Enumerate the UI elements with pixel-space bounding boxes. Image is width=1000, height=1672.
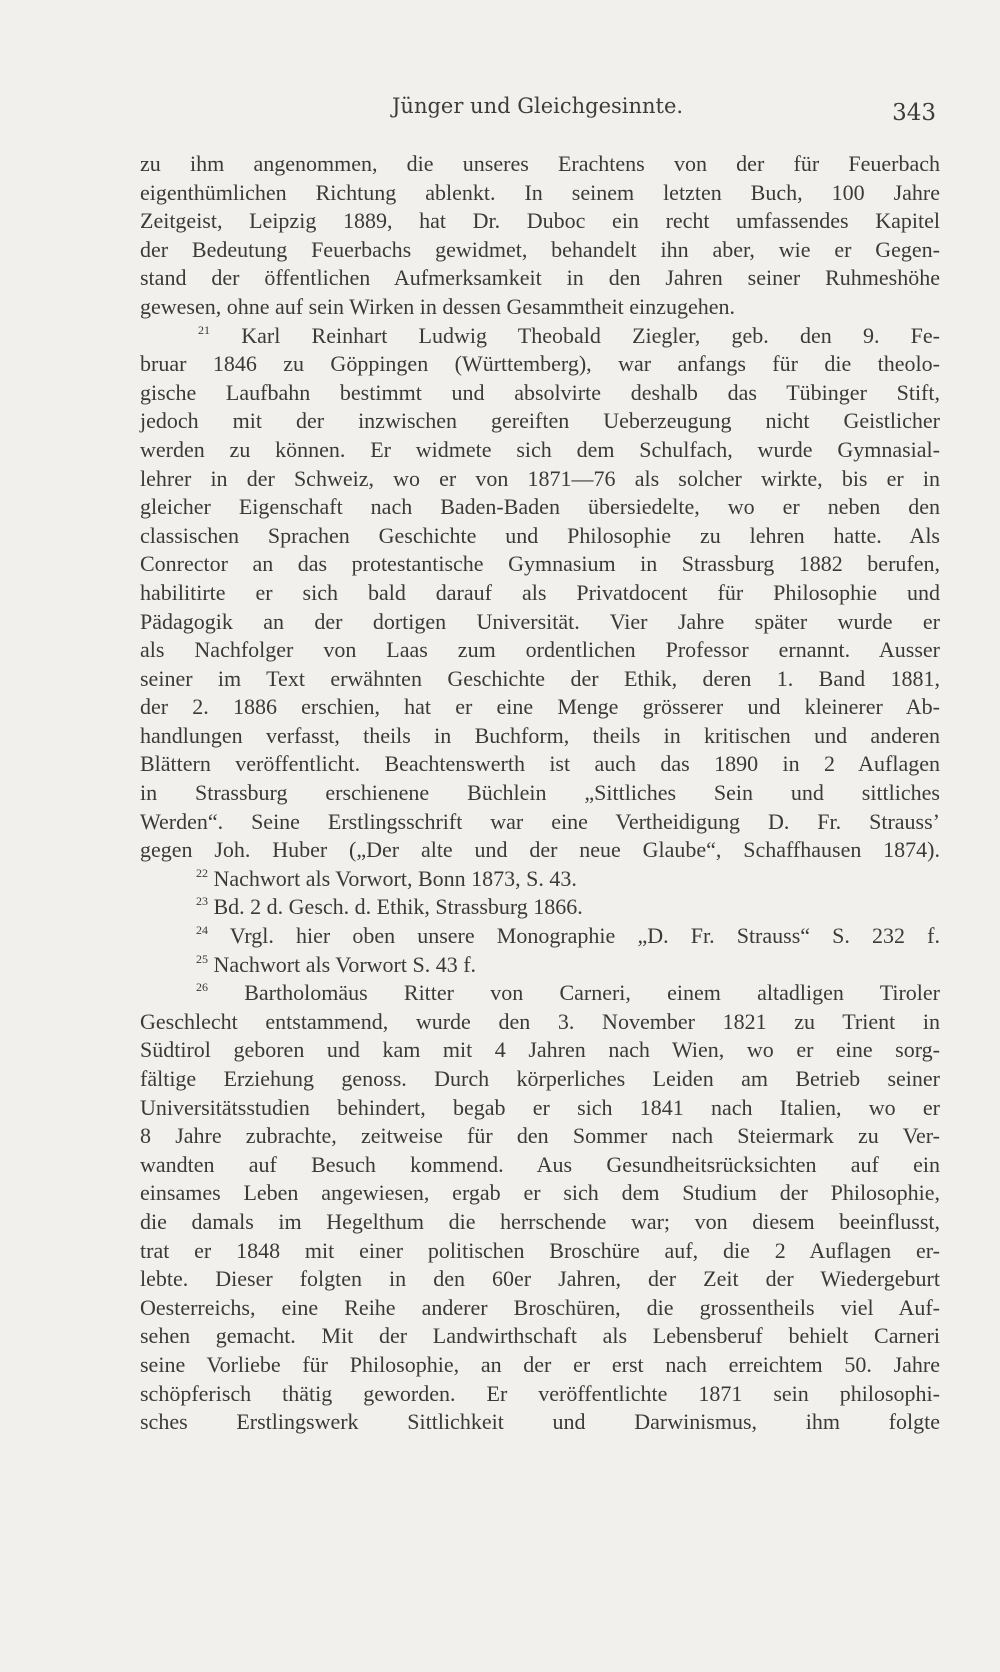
- text-line: [140, 1151, 940, 1180]
- text-line: [140, 1351, 940, 1380]
- line-text: Pädagogik an der dortigen Universität. Vier Jahre später wurde er: [140, 608, 940, 634]
- text-line: [140, 722, 940, 751]
- text-line: [140, 236, 940, 265]
- text-line: [140, 608, 940, 637]
- line-text: sches Erstlingswerk Sittlichkeit und Darwinismus, ihm folgte: [140, 1409, 940, 1435]
- text-line: [140, 264, 940, 293]
- text-line: [140, 150, 940, 179]
- line-text: Südtirol geboren und kam mit 4 Jahren nach Wien, wo er eine sorg-: [140, 1037, 940, 1063]
- line-text: Werden“. Seine Erstlingsschrift war eine Vertheidigung D. Fr. Strauss’: [140, 808, 940, 834]
- footnote-marker: 26: [196, 980, 208, 995]
- footnote-marker: 25: [196, 951, 208, 966]
- line-text: der Bedeutung Feuerbachs gewidmet, behandelt ihn aber, wie er Gegen-: [140, 236, 940, 262]
- text-line: [140, 1036, 940, 1065]
- footnotes-body: [140, 150, 940, 1437]
- line-text: Universitätsstudien behindert, begab er sich 1841 nach Italien, wo er: [140, 1094, 940, 1120]
- line-text: jedoch mit der inzwischen gereiften Ueberzeugung nicht Geistlicher: [140, 408, 940, 434]
- text-line: [140, 1179, 940, 1208]
- footnote-marker: 22: [196, 865, 208, 880]
- line-text: fältige Erziehung genoss. Durch körperliches Leiden am Betrieb seiner: [140, 1066, 940, 1091]
- text-line: [140, 808, 940, 837]
- footnote-line: [140, 893, 940, 922]
- line-text: gegen Joh. Huber („Der alte und der neue Glaube“, Schaffhausen 1874).: [140, 837, 940, 863]
- text-line: [140, 522, 940, 551]
- line-text: die damals im Hegelthum die herrschende war; von diesem beeinflusst,: [140, 1208, 940, 1234]
- text-line: [140, 1008, 940, 1037]
- footnote-line: [140, 922, 940, 951]
- text-line: [140, 493, 940, 522]
- text-line: [140, 665, 940, 694]
- text-line: [140, 436, 940, 465]
- line-text: 8 Jahre zubrachte, zeitweise für den Sommer nach Steiermark zu Ver-: [140, 1123, 940, 1149]
- text-line: [140, 293, 940, 322]
- line-text: gewesen, ohne auf sein Wirken in dessen Gesammtheit einzugehen.: [140, 293, 735, 319]
- text-line: [140, 836, 940, 865]
- footnote-line: [140, 979, 940, 1008]
- line-text: Bd. 2 d. Gesch. d. Ethik, Strassburg 1866.: [213, 894, 583, 920]
- line-text: sehen gemacht. Mit der Landwirthschaft als Lebensberuf behielt Carneri: [140, 1323, 940, 1349]
- text-line: [140, 779, 940, 808]
- line-text: Blättern veröffentlicht. Beachtenswerth ist auch das 1890 in 2 Auflagen: [140, 751, 940, 777]
- text-line: [140, 1265, 940, 1294]
- line-text: Bartholomäus Ritter von Carneri, einem altadligen Tiroler: [244, 980, 941, 1006]
- line-text: in Strassburg erschienene Büchlein „Sittliches Sein und sittliches: [140, 780, 940, 806]
- footnote-line: [140, 322, 940, 351]
- line-text: Conrector an das protestantische Gymnasium in Strassburg 1882 berufen,: [140, 551, 940, 577]
- line-text: Karl Reinhart Ludwig Theobald Ziegler, geb. den 9. Fe-: [241, 322, 940, 348]
- line-text: lehrer in der Schweiz, wo er von 1871—76 als solcher wirkte, bis er in: [140, 465, 940, 491]
- line-text: trat er 1848 mit einer politischen Broschüre auf, die 2 Auflagen er-: [140, 1237, 940, 1263]
- text-line: [140, 1322, 940, 1351]
- footnote-line: [140, 951, 940, 980]
- line-text: als Nachfolger von Laas zum ordentlichen Professor ernannt. Ausser: [140, 637, 940, 663]
- text-line: [140, 1122, 940, 1151]
- line-text: gleicher Eigenschaft nach Baden-Baden übersiedelte, wo er neben den: [140, 494, 940, 520]
- text-line: [140, 1208, 940, 1237]
- line-text: seiner im Text erwähnten Geschichte der Ethik, deren 1. Band 1881,: [140, 665, 940, 691]
- line-text: eigenthümlichen Richtung ablenkt. In seinem letzten Buch, 100 Jahre: [140, 179, 940, 205]
- footnote-line: [140, 865, 940, 894]
- line-text: einsames Leben angewiesen, ergab er sich dem Studium der Philosophie,: [140, 1180, 940, 1206]
- text-line: [140, 550, 940, 579]
- line-text: Vrgl. hier oben unsere Monographie „D. Fr. Strauss“ S. 232 f.: [229, 923, 940, 949]
- line-text: wandten auf Besuch kommend. Aus Gesundheitsrücksichten auf ein: [140, 1151, 940, 1177]
- line-text: Geschlecht entstammend, wurde den 3. November 1821 zu Trient in: [140, 1008, 940, 1034]
- text-line: [140, 350, 940, 379]
- text-line: [140, 379, 940, 408]
- line-text: seine Vorliebe für Philosophie, an der er erst nach erreichtem 50. Jahre: [140, 1351, 940, 1377]
- text-line: [140, 1237, 940, 1266]
- line-text: classischen Sprachen Geschichte und Philosophie zu lehren hatte. Als: [140, 522, 940, 548]
- text-line: [140, 465, 940, 494]
- text-line: [140, 179, 940, 208]
- text-line: [140, 1380, 940, 1409]
- line-text: schöpferisch thätig geworden. Er veröffentlichte 1871 sein philosophi-: [140, 1380, 940, 1406]
- text-line: [140, 1065, 940, 1094]
- line-text: Zeitgeist, Leipzig 1889, hat Dr. Duboc ein recht umfassendes Kapitel: [140, 208, 940, 234]
- text-line: [140, 407, 940, 436]
- footnote-marker: 21: [198, 322, 210, 337]
- running-title: Jünger und Gleichgesinnte.: [392, 94, 684, 118]
- page-header: [140, 92, 940, 132]
- line-text: handlungen verfasst, theils in Buchform, theils in kritischen und anderen: [140, 722, 940, 748]
- footnote-marker: 23: [196, 894, 208, 909]
- line-text: gische Laufbahn bestimmt und absolvirte deshalb das Tübinger Stift,: [140, 379, 940, 405]
- text-line: [140, 750, 940, 779]
- line-text: habilitirte er sich bald darauf als Privatdocent für Philosophie und: [140, 579, 940, 605]
- text-line: [140, 1408, 940, 1437]
- line-text: bruar 1846 zu Göppingen (Württemberg), war anfangs für die theolo-: [140, 351, 940, 377]
- text-line: [140, 1294, 940, 1323]
- line-text: werden zu können. Er widmete sich dem Schulfach, wurde Gymnasial-: [140, 436, 940, 462]
- line-text: Nachwort als Vorwort S. 43 f.: [213, 951, 477, 977]
- line-text: lebte. Dieser folgten in den 60er Jahren, der Zeit der Wiedergeburt: [140, 1266, 940, 1292]
- text-line: [140, 636, 940, 665]
- line-text: der 2. 1886 erschien, hat er eine Menge grösserer und kleinerer Ab-: [140, 694, 940, 720]
- text-line: [140, 1094, 940, 1123]
- line-text: Oesterreichs, eine Reihe anderer Broschüren, die grossentheils viel Auf-: [140, 1294, 940, 1320]
- line-text: Nachwort als Vorwort, Bonn 1873, S. 43.: [213, 865, 577, 891]
- page-number: 343: [892, 100, 936, 126]
- text-line: [140, 693, 940, 722]
- text-line: [140, 207, 940, 236]
- text-line: [140, 579, 940, 608]
- line-text: zu ihm angenommen, die unseres Erachtens von der für Feuerbach: [140, 151, 940, 176]
- footnote-marker: 24: [196, 923, 208, 938]
- line-text: stand der öffentlichen Aufmerksamkeit in den Jahren seiner Ruhmeshöhe: [140, 265, 940, 291]
